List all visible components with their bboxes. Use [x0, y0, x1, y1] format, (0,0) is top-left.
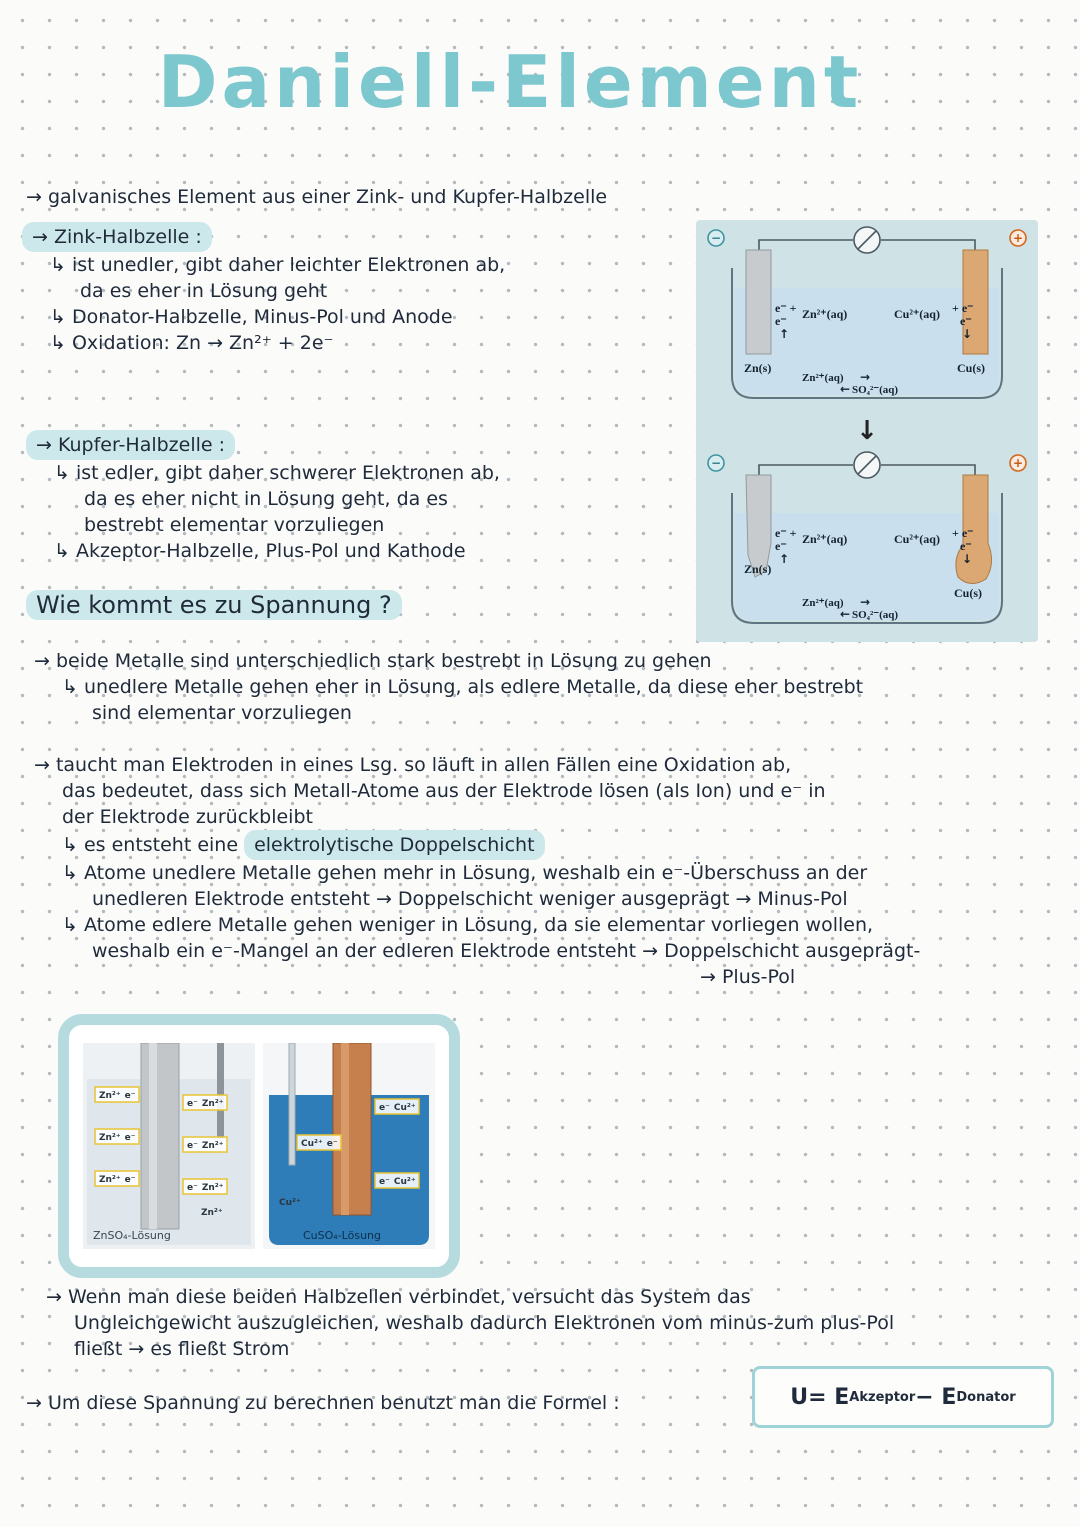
zn-electrode-highlight — [149, 1043, 157, 1229]
text-line: unedleren Elektrode entsteht → Doppelschicht weniger ausgeprägt → Minus-Pol — [92, 888, 848, 910]
text-line: Ungleichgewicht auszugleichen, weshalb dadurch Elektronen vom minus-zum plus-Pol — [74, 1312, 895, 1334]
time-arrow-icon: ↓ — [856, 416, 878, 446]
svg-text:+: + — [1012, 456, 1024, 470]
svg-text:e⁻Zn²⁺: e⁻ Zn²⁺ — [187, 1183, 224, 1193]
text-line: sind elementar vorzuliegen — [92, 702, 352, 724]
svg-text:Cu²⁺e⁻: Cu²⁺ e⁻ — [301, 1139, 338, 1149]
intro-line: → galvanisches Element aus einer Zink- und Kupfer-Halbzelle — [26, 186, 608, 208]
text-line: → beide Metalle sind unterschiedlich stark bestrebt in Lösung zu gehen — [34, 650, 712, 672]
copper-bullet-1: ↳ ist edler, gibt daher schwerer Elektronen ab, — [54, 462, 500, 484]
svg-text:+ e⁻: + e⁻ — [952, 301, 974, 315]
daniell-cell-figure — [696, 220, 1038, 642]
stray-ion-label: Zn²⁺ — [201, 1208, 223, 1218]
svg-text:e⁻Zn²⁺: e⁻ Zn²⁺ — [187, 1141, 224, 1151]
svg-text:e⁻: e⁻ — [775, 314, 787, 328]
ion-label-chip — [183, 1137, 227, 1152]
zinc-beaker-image — [83, 1043, 255, 1249]
text-line: ↳ unedlere Metalle gehen eher in Lösung, als edlere Metalle, da diese eher bestrebt — [62, 676, 864, 698]
svg-text:Zn²⁺e⁻: Zn²⁺ e⁻ — [99, 1133, 136, 1143]
svg-text:Zn²⁺(aq): Zn²⁺(aq) — [802, 372, 844, 384]
copper-section — [26, 430, 500, 564]
spannung-paragraph-1 — [34, 648, 863, 726]
svg-text:Cu²⁺(aq): Cu²⁺(aq) — [894, 532, 940, 546]
svg-text:+: + — [1012, 231, 1024, 245]
formula-sub-donator: Donator — [956, 1389, 1016, 1405]
cu-electrode-slab — [333, 1043, 371, 1215]
svg-text:↓: ↓ — [962, 327, 973, 341]
text-line: weshalb ein e⁻-Mangel an der edleren Elektrode entsteht → Doppelschicht ausgeprägt- — [92, 940, 921, 962]
svg-text:e⁻Cu²⁺: e⁻ Cu²⁺ — [379, 1177, 416, 1187]
formula-sub-akzeptor: Akzeptor — [849, 1389, 916, 1405]
cu-solution-label: CuSO₄-Lösung — [303, 1229, 381, 1242]
text-fragment: ↳ es entsteht eine — [62, 834, 245, 856]
text-line: das bedeutet, dass sich Metall-Atome aus der Elektrode lösen (als Ion) und e⁻ in — [62, 780, 826, 802]
conclusion-paragraph — [46, 1284, 894, 1362]
zinc-bullet-1: ↳ ist unedler, gibt daher leichter Elektronen ab, — [50, 254, 506, 276]
cell-diagram-initial — [702, 226, 1032, 411]
svg-text:e⁻: e⁻ — [960, 314, 972, 328]
electrode-closeup-figure — [58, 1014, 460, 1278]
svg-text:→: → — [860, 370, 871, 384]
text-line: fließt → es fließt Strom — [74, 1338, 290, 1360]
text-line: ↳ Atome unedlere Metalle gehen mehr in Lösung, weshalb ein e⁻-Überschuss an der — [62, 862, 868, 884]
svg-text:SO₄²⁻(aq): SO₄²⁻(aq) — [852, 384, 899, 396]
ion-label-chip — [183, 1179, 227, 1194]
svg-text:Zn²⁺e⁻: Zn²⁺ e⁻ — [99, 1175, 136, 1185]
svg-text:Cu(s): Cu(s) — [957, 361, 986, 375]
ion-label-chip — [183, 1095, 227, 1110]
text-line — [62, 830, 920, 860]
stray-ion-label: Cu²⁺ — [279, 1198, 301, 1208]
svg-text:e⁻Zn²⁺: e⁻ Zn²⁺ — [187, 1099, 224, 1109]
ion-label-chip — [95, 1129, 139, 1144]
svg-text:Cu(s): Cu(s) — [954, 586, 983, 600]
svg-text:Zn²⁺e⁻: Zn²⁺ e⁻ — [99, 1091, 136, 1101]
ion-label-chip — [297, 1135, 341, 1150]
svg-text:Zn(s): Zn(s) — [744, 562, 772, 576]
svg-text:↑: ↑ — [779, 552, 790, 566]
zinc-bullet-1b: da es eher in Lösung geht — [80, 280, 328, 302]
text-line: ↳ Atome edlere Metalle gehen weniger in Lösung, da sie elementar vorliegen wollen, — [62, 914, 874, 936]
copper-heading: → Kupfer-Halbzelle : — [26, 430, 235, 460]
zinc-section — [22, 222, 505, 356]
svg-text:Cu²⁺(aq): Cu²⁺(aq) — [894, 307, 940, 321]
page-title: Daniell-Element — [157, 40, 863, 124]
ion-label-chip — [375, 1099, 419, 1114]
zinc-heading: → Zink-Halbzelle : — [22, 222, 212, 252]
svg-text:+ e⁻: + e⁻ — [952, 526, 974, 540]
zn-solution-label: ZnSO₄-Lösung — [93, 1229, 171, 1242]
formula-intro-line: → Um diese Spannung zu berechnen benutzt man die Formel : — [26, 1392, 620, 1414]
svg-text:e⁻: e⁻ — [775, 539, 787, 553]
copper-beaker-image — [263, 1043, 435, 1249]
svg-text:e⁻ +: e⁻ + — [775, 301, 797, 315]
svg-text:−: − — [710, 456, 722, 470]
copper-bullet-2: ↳ Akzeptor-Halbzelle, Plus-Pol und Kathode — [54, 540, 466, 562]
formula-u: U= E — [790, 1384, 850, 1410]
voltage-formula-box — [752, 1366, 1054, 1428]
svg-text:←: ← — [840, 607, 851, 621]
svg-text:e⁻Cu²⁺: e⁻ Cu²⁺ — [379, 1103, 416, 1113]
svg-text:Zn(s): Zn(s) — [744, 361, 772, 375]
glass-rod — [217, 1043, 224, 1139]
doppelschicht-highlight: elektrolytische Doppelschicht — [244, 830, 544, 860]
plus-pol-line: → Plus-Pol — [700, 966, 796, 988]
cu-electrode-highlight — [341, 1043, 349, 1215]
svg-text:e⁻ +: e⁻ + — [775, 526, 797, 540]
svg-text:−: − — [710, 231, 722, 245]
ion-label-chip — [375, 1173, 419, 1188]
svg-text:↓: ↓ — [962, 552, 973, 566]
text-line: → Wenn man diese beiden Halbzellen verbindet, versucht das System das — [46, 1286, 751, 1308]
ion-label-chip — [95, 1171, 139, 1186]
spannung-heading-wrap — [26, 590, 402, 620]
spannung-paragraph-2 — [34, 752, 920, 964]
text-line: der Elektrode zurückbleibt — [62, 806, 313, 828]
copper-bullet-1b: da es eher nicht in Lösung geht, da es — [84, 488, 448, 510]
svg-text:↑: ↑ — [779, 327, 790, 341]
ion-label-chip — [95, 1087, 139, 1102]
svg-text:Zn²⁺(aq): Zn²⁺(aq) — [802, 597, 844, 609]
svg-text:Zn²⁺(aq): Zn²⁺(aq) — [802, 532, 848, 546]
text-line: → taucht man Elektroden in eines Lsg. so läuft in allen Fällen eine Oxidation ab, — [34, 754, 792, 776]
svg-text:Zn²⁺(aq): Zn²⁺(aq) — [802, 307, 848, 321]
spannung-heading: Wie kommt es zu Spannung ? — [26, 590, 402, 620]
zn-electrode-slab — [141, 1043, 179, 1229]
formula-minus: − E — [915, 1384, 957, 1410]
copper-bullet-1c: bestrebt elementar vorzuliegen — [84, 514, 385, 536]
svg-text:←: ← — [840, 382, 851, 396]
glass-rod — [289, 1043, 295, 1165]
svg-text:e⁻: e⁻ — [960, 539, 972, 553]
zinc-bullet-3: ↳ Oxidation: Zn → Zn²⁺ + 2e⁻ — [50, 332, 334, 354]
zinc-bullet-2: ↳ Donator-Halbzelle, Minus-Pol und Anode — [50, 306, 453, 328]
zinc-electrode — [746, 250, 771, 354]
svg-text:SO₄²⁻(aq): SO₄²⁻(aq) — [852, 609, 899, 621]
svg-text:→: → — [860, 595, 871, 609]
cell-diagram-later — [702, 451, 1032, 636]
